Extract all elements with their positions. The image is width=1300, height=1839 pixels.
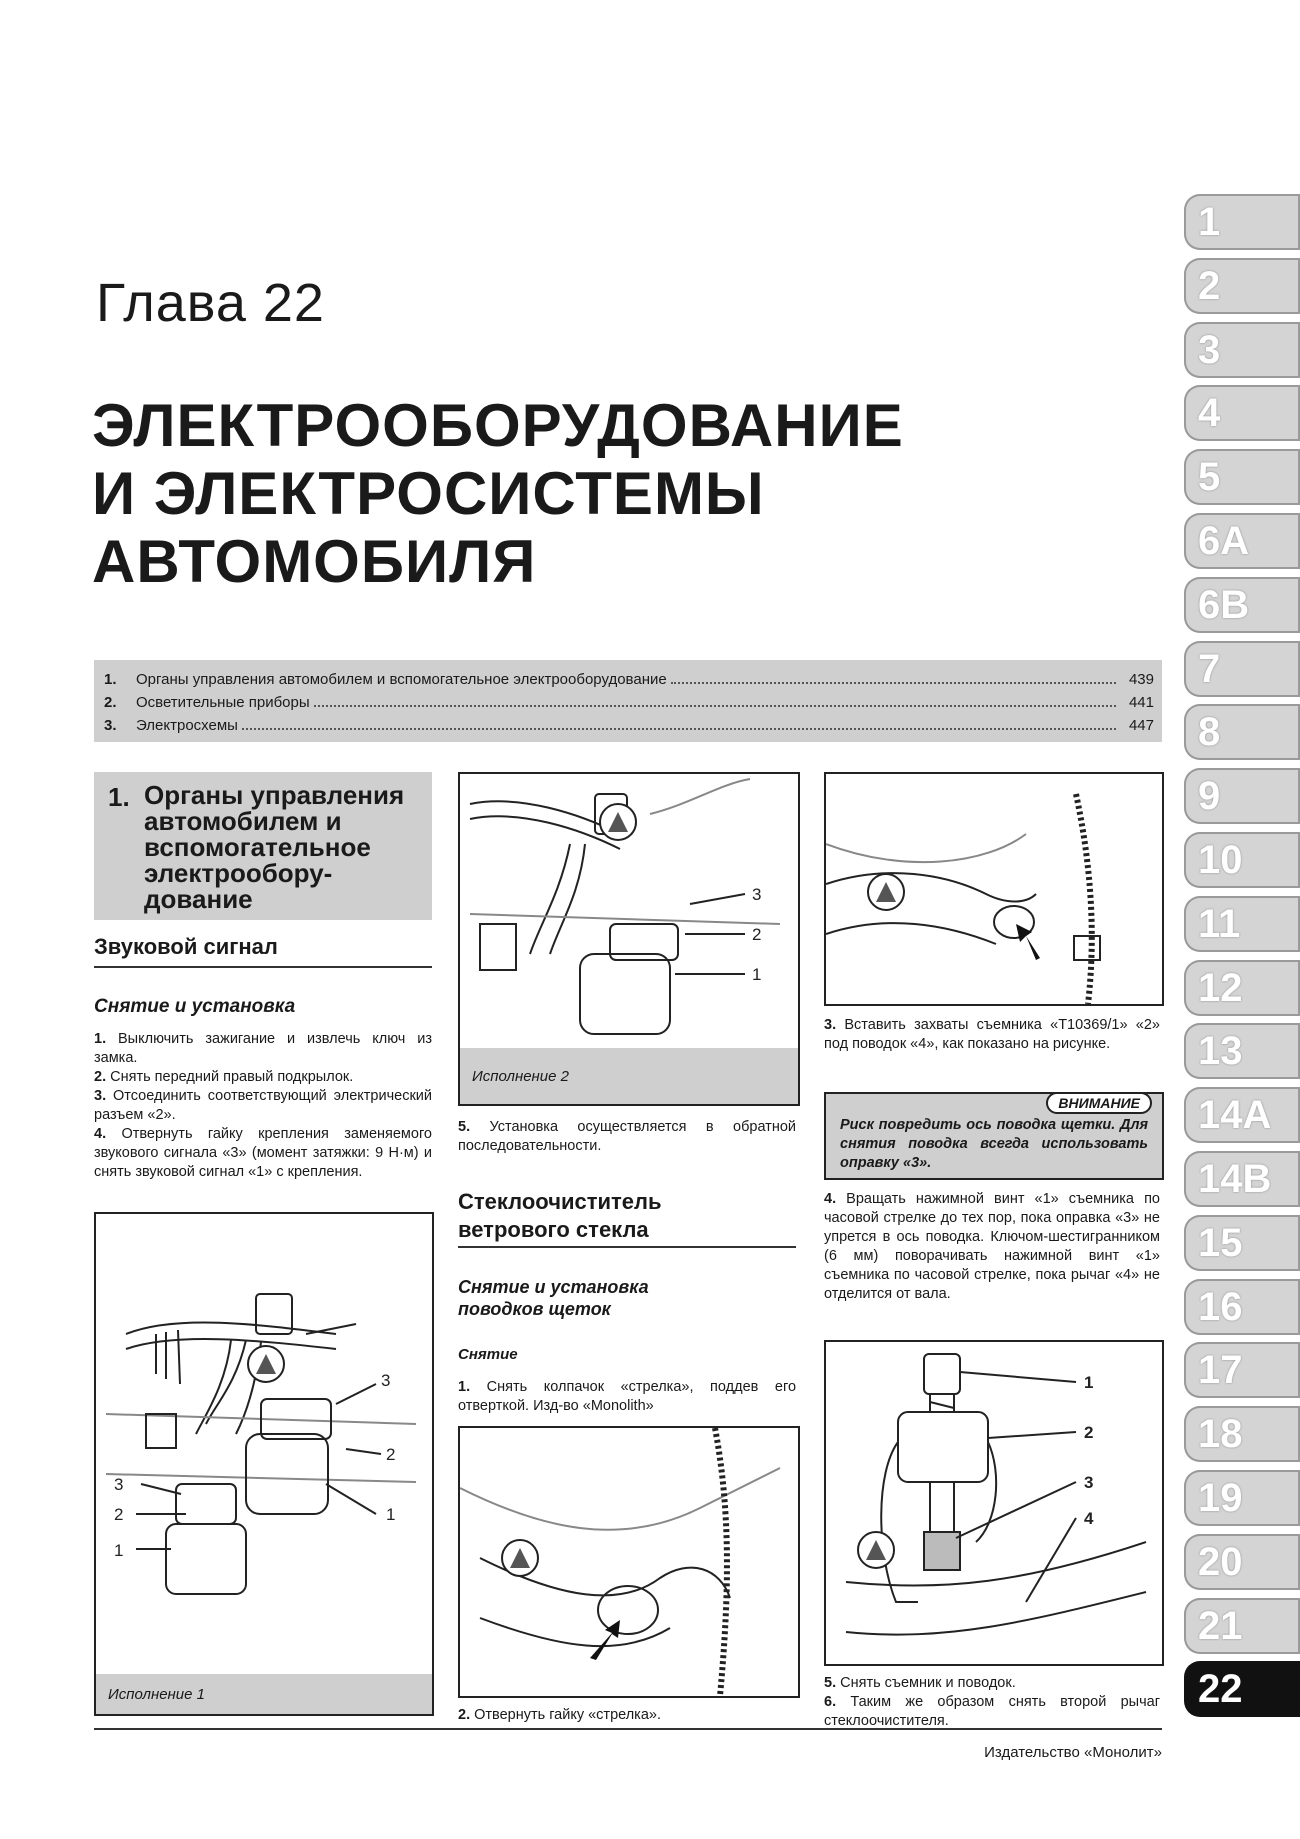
chapter-title-line: АВТОМОБИЛЯ [92,528,537,595]
figure-wiper-puller [824,772,1164,1006]
chapter-tab-4[interactable]: 4 [1184,385,1300,441]
toc-number: 2. [104,694,117,711]
figure-horn-variant-1 [94,1212,434,1716]
horn-steps [94,1030,432,1182]
toc-title: Органы управления автомобилем и вспомогательное электрооборудование [136,671,667,688]
toc-number: 3. [104,717,117,734]
horn-heading: Звуковой сигнал [94,934,278,959]
chapter-title-line: И ЭЛЕКТРОСИСТЕМЫ [92,460,765,527]
chapter-tab-13[interactable]: 13 [1184,1023,1300,1079]
chapter-tab-5[interactable]: 5 [1184,449,1300,505]
chapter-tab-8[interactable]: 8 [1184,704,1300,760]
chapter-tab-6b[interactable]: 6B [1184,577,1300,633]
chapter-title-line: ЭЛЕКТРООБОРУДОВАНИЕ [92,392,904,459]
callout-label: 1 [114,1541,124,1560]
chapter-tab-6a[interactable]: 6A [1184,513,1300,569]
section-heading [94,772,432,920]
chapter-label: Глава 22 [96,273,325,333]
section-number: 1. [108,782,130,812]
hose-clip [1074,936,1100,960]
toc-leader [242,727,1116,730]
callout-label: 3 [114,1475,124,1494]
chapter-tab-1[interactable]: 1 [1184,194,1300,250]
chapter-tab-10[interactable]: 10 [1184,832,1300,888]
step: 3. Отсоединить соответствующий электрический разъем «2». [94,1088,432,1123]
wiper-minor-heading: Снятие [458,1346,518,1363]
bracket [480,924,516,970]
warning-text: Риск повредить ось поводка щетки. Для снятия поводка всегда использовать оправку «3». [840,1117,1148,1171]
table-of-contents [94,660,1162,742]
figure-horn-variant-2 [458,772,800,1106]
horn-step-5: 5. Установка осуществляется в обратной последовательности. [458,1119,796,1154]
warning-tag: ВНИМАНИЕ [1046,1092,1152,1114]
washer-hose [715,1428,727,1696]
wiper-step-3: 3. Вставить захваты съемника «T10369/1» «2» под поводок «4», как показано на рисунке. [824,1017,1160,1052]
wiper-steps-5-6: 5. Снять съемник и поводок. 6. Таким же образом снять второй рычаг стеклоочистителя. [824,1675,1161,1729]
toc-title: Электросхемы [136,717,238,734]
callout-label: 1 [752,965,762,984]
step: 4. Отвернуть гайку крепления заменяемого звукового сигнала «3» (момент затяжки: 9 Н·м) и снять звуковой сигнал «1» с крепления. [94,1126,432,1180]
callout-label: 4 [1084,1509,1094,1528]
figure-caption: Исполнение 2 [460,1048,798,1104]
wiper-step-2: 2. Отвернуть гайку «стрелка». [458,1707,661,1723]
puller-body [898,1412,988,1482]
chapter-tab-19[interactable]: 19 [1184,1470,1300,1526]
wiper-arm-illustration [826,774,1162,1004]
puller-illustration [826,1342,1162,1664]
toc-page: 441 [1128,694,1154,711]
step: 1. Выключить зажигание и извлечь ключ из замка. [94,1031,432,1066]
horn-subheading: Снятие и установка [94,996,296,1017]
chapter-tab-21[interactable]: 21 [1184,1598,1300,1654]
chapter-tab-14b[interactable]: 14B [1184,1151,1300,1207]
horn-body [580,954,670,1034]
callout-label: 1 [386,1505,396,1524]
chapter-tab-7[interactable]: 7 [1184,641,1300,697]
chapter-tab-15[interactable]: 15 [1184,1215,1300,1271]
wiper-step-4: 4. Вращать нажимной винт «1» съемника по часовой стрелке до тех пор, пока оправка «3» не упрется в ось поводка. Ключом-шестигранником (6 мм) поворачивать нажимной винт «1» съемника по часовой стрелке, пока рычаг «4» не отделится от вала. [824,1191,1160,1302]
callout-label: 2 [114,1505,124,1524]
publisher: Издательство «Монолит» [984,1744,1162,1761]
chapter-tab-3[interactable]: 3 [1184,322,1300,378]
chapter-title [92,392,904,596]
bracket [146,1414,176,1448]
wiper-arm [826,873,1036,901]
figure-wiper-cap [458,1426,800,1698]
chapter-tab-12[interactable]: 12 [1184,960,1300,1016]
wiper-subheading: Снятие и установка поводков щеток [458,1277,649,1319]
footer-rule [94,1728,1162,1730]
callout-label: 2 [1084,1423,1094,1442]
section-title: Органы управления автомобилем и вспомогательное электрообору-дование [144,780,405,914]
callout-label: 1 [1084,1373,1094,1392]
toc-leader [314,704,1116,707]
heading-rule [94,966,432,968]
chapter-tab-9[interactable]: 9 [1184,768,1300,824]
figure-puller-tool [824,1340,1164,1666]
horn-illustration [96,1214,432,1674]
chapter-tab-11[interactable]: 11 [1184,896,1300,952]
pointer-arrow-icon [1016,924,1040,960]
chapter-tab-22[interactable]: 22 [1184,1661,1300,1717]
wiper-step-1: 1. Снять колпачок «стрелка», поддев его отверткой. Изд-во «Monolith» [458,1379,797,1414]
mandrel [924,1532,960,1570]
callout-label: 3 [381,1371,391,1390]
toc-title: Осветительные приборы [136,694,310,711]
toc-number: 1. [104,671,117,688]
toc-entry[interactable] [104,712,1154,734]
bolt-head [924,1354,960,1394]
callout-label: 3 [1084,1473,1094,1492]
toc-entry[interactable] [104,666,1154,688]
warning-box [824,1092,1164,1180]
horn-body [246,1434,328,1514]
wiper-heading [458,1188,662,1244]
chapter-tab-18[interactable]: 18 [1184,1406,1300,1462]
toc-leader [671,681,1116,684]
callout-label: 2 [752,925,762,944]
horn-lower [166,1524,246,1594]
chapter-tab-2[interactable]: 2 [1184,258,1300,314]
step: 2. Снять передний правый подкрылок. [94,1069,354,1085]
toc-page: 447 [1128,717,1154,734]
wiring-harness [126,1322,336,1334]
callout-label: 2 [386,1445,396,1464]
wiper-heading-line: ветрового стекла [458,1217,649,1242]
chapter-tab-16[interactable]: 16 [1184,1279,1300,1335]
chapter-tab-17[interactable]: 17 [1184,1342,1300,1398]
chapter-tab-14a[interactable]: 14A [1184,1087,1300,1143]
horn-lower-bracket [176,1484,236,1524]
toc-page: 439 [1128,671,1154,688]
heading-rule [458,1246,796,1248]
figure-caption: Исполнение 1 [96,1674,432,1714]
washer-hose [1076,794,1092,1004]
wiper-heading-line: Стеклоочиститель [458,1189,662,1214]
wiper-cap-illustration [460,1428,798,1696]
toc-entry[interactable] [104,689,1154,711]
callout-label: 3 [752,885,762,904]
chapter-tab-20[interactable]: 20 [1184,1534,1300,1590]
horn-illustration [460,774,798,1044]
